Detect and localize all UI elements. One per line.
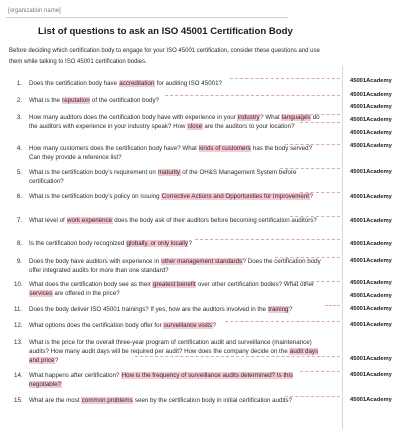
- question-item: [14, 397, 324, 406]
- question-number: 4.: [16, 145, 22, 152]
- comment-badge[interactable]: 45001Academy: [350, 143, 392, 149]
- question-text: Does the certification body have accreditation for auditing ISO 45001?: [29, 80, 222, 87]
- question-item: [14, 306, 324, 315]
- question-number: 8.: [16, 240, 22, 247]
- comment-badge[interactable]: 45001Academy: [350, 117, 392, 123]
- highlighted-phrase: industry: [237, 114, 260, 121]
- highlighted-phrase: kinds of customers: [199, 145, 251, 152]
- highlighted-phrase: work experience: [67, 217, 113, 224]
- highlighted-phrase: maturity: [158, 169, 181, 176]
- comment-badge[interactable]: 45001Academy: [350, 356, 392, 362]
- comment-connector: [300, 192, 340, 193]
- highlighted-phrase: reputation: [62, 97, 90, 104]
- question-number: 13.: [14, 339, 23, 346]
- question-text: Does the body deliver ISO 45001 trainings? If yes, how are the auditors involved in the training?: [29, 306, 293, 313]
- question-number: 6.: [16, 193, 22, 200]
- comment-connector: [280, 168, 340, 169]
- question-number: 9.: [16, 258, 22, 265]
- comment-badge[interactable]: 45001Academy: [350, 241, 392, 247]
- comment-connector: [300, 122, 340, 123]
- question-text: What is the certification body’s requirement on maturity of the OH&S Management System before certification?: [29, 169, 297, 185]
- comment-connector: [325, 305, 340, 306]
- comment-badge[interactable]: 45001Academy: [350, 130, 392, 136]
- question-text: Is the certification body recognized globally, or only locally?: [29, 240, 192, 247]
- comment-connector: [300, 371, 340, 372]
- question-item: [14, 372, 324, 390]
- comment-badge[interactable]: 45001Academy: [350, 92, 392, 98]
- highlighted-phrase: accreditation: [119, 80, 155, 87]
- intro-paragraph: Before deciding which certification body to engage for your ISO 45001 certification, consider these questions and use them while talking to ISO 45001 certification bodies.: [9, 48, 320, 65]
- question-item: [14, 281, 324, 299]
- comment-badge[interactable]: 45001Academy: [350, 397, 392, 403]
- question-item: [14, 339, 324, 365]
- question-text: What is the certification body’s policy on issuing Corrective Actions and Opportunities for Improvement?: [29, 193, 313, 200]
- question-text: What options does the certification body offer for surveillance visits?: [29, 322, 216, 329]
- question-item: [14, 114, 324, 132]
- margin-divider: [342, 66, 343, 429]
- comment-badge[interactable]: 45001Academy: [350, 322, 392, 328]
- question-text: What is the price for the overall three-year program of certification audit and surveillance (maintenance) audits? How many audit days will be required per audit? How does the company decide on the audit days and price?: [29, 339, 319, 364]
- question-text: How many customers does the certification body have? What kinds of customers has the body served? Can they provide a reference list?: [29, 145, 313, 161]
- question-number: 5.: [16, 169, 22, 176]
- comment-connector: [195, 239, 340, 240]
- page-title: List of questions to ask an ISO 45001 Certification Body: [38, 26, 293, 37]
- question-item: [14, 145, 324, 163]
- question-number: 12.: [14, 322, 23, 329]
- comment-badge[interactable]: 45001Academy: [350, 280, 392, 286]
- comment-badge[interactable]: 45001Academy: [350, 218, 392, 224]
- question-item: [14, 169, 324, 187]
- comment-badge[interactable]: 45001Academy: [350, 372, 392, 378]
- question-text: What is the reputation of the certification body?: [29, 97, 159, 104]
- comment-badge[interactable]: 45001Academy: [350, 104, 392, 110]
- comment-connector: [300, 114, 340, 115]
- question-number: 11.: [14, 306, 23, 313]
- question-number: 1.: [16, 80, 22, 87]
- question-text: What happens after certification? How is the frequency of surveillance audits determined? Is this negotiable?: [29, 372, 293, 388]
- question-item: [14, 322, 324, 331]
- question-item: [14, 80, 324, 89]
- comment-connector: [285, 144, 340, 145]
- question-number: 2.: [16, 97, 22, 104]
- question-item: [14, 217, 324, 226]
- question-text: How many auditors does the certification body have with experience in your industry? What languages do the auditors with experience in your industry speak? How close are the auditors to your location?: [29, 114, 320, 130]
- highlighted-phrase: training: [268, 306, 289, 313]
- comment-connector: [290, 216, 340, 217]
- question-number: 14.: [14, 372, 23, 379]
- comment-badge[interactable]: 45001Academy: [350, 169, 392, 175]
- highlighted-phrase: greatest benefit: [152, 281, 196, 288]
- highlighted-phrase: close: [187, 122, 203, 130]
- comment-badge[interactable]: 45001Academy: [350, 78, 392, 84]
- comment-connector: [225, 321, 340, 322]
- question-number: 3.: [16, 114, 22, 121]
- comment-badge[interactable]: 45001Academy: [350, 194, 392, 200]
- highlighted-phrase: common problems: [81, 397, 133, 404]
- comment-connector: [285, 281, 340, 282]
- question-number: 10.: [14, 281, 23, 288]
- question-item: [14, 193, 324, 202]
- question-text: Does the body have auditors with experience in other management standards? Does the certification body offer integrated audits for more than one standard?: [29, 258, 321, 274]
- question-text: What level of work experience does the body ask of their auditors before becoming certification auditors?: [29, 217, 317, 224]
- highlighted-phrase: Corrective Actions and Opportunities for Improvement: [161, 193, 309, 200]
- highlighted-phrase: languages: [281, 114, 311, 121]
- comment-connector: [165, 95, 340, 96]
- highlighted-phrase: audit days and price: [29, 347, 319, 364]
- question-number: 7.: [16, 217, 22, 224]
- comment-badge[interactable]: 45001Academy: [350, 293, 392, 299]
- comment-badge[interactable]: 45001Academy: [350, 306, 392, 312]
- question-text: What does the certification body see as their greatest benefit over other certification bodies? What other services are offered in the price?: [29, 281, 315, 297]
- highlighted-phrase: surveillance visits: [163, 322, 213, 329]
- highlighted-phrase: services: [29, 289, 53, 297]
- comment-connector: [285, 396, 340, 397]
- highlighted-phrase: other management standards: [161, 258, 243, 265]
- comment-badge[interactable]: 45001Academy: [350, 258, 392, 264]
- comment-connector: [230, 78, 340, 79]
- question-item: [14, 240, 324, 249]
- question-item: [14, 258, 324, 276]
- question-number: 15.: [14, 397, 23, 404]
- highlighted-phrase: globally, or only locally: [126, 240, 188, 247]
- question-text: What are the most common problems seen by the certification body in initial certification audits?: [29, 397, 293, 404]
- comment-connector: [275, 257, 340, 258]
- question-item: [14, 97, 324, 106]
- organization-name-field[interactable]: [organization name]: [6, 5, 288, 18]
- comment-connector: [135, 356, 340, 357]
- highlighted-phrase: How is the frequency of surveillance audits determined? Is this negotiable?: [29, 372, 293, 388]
